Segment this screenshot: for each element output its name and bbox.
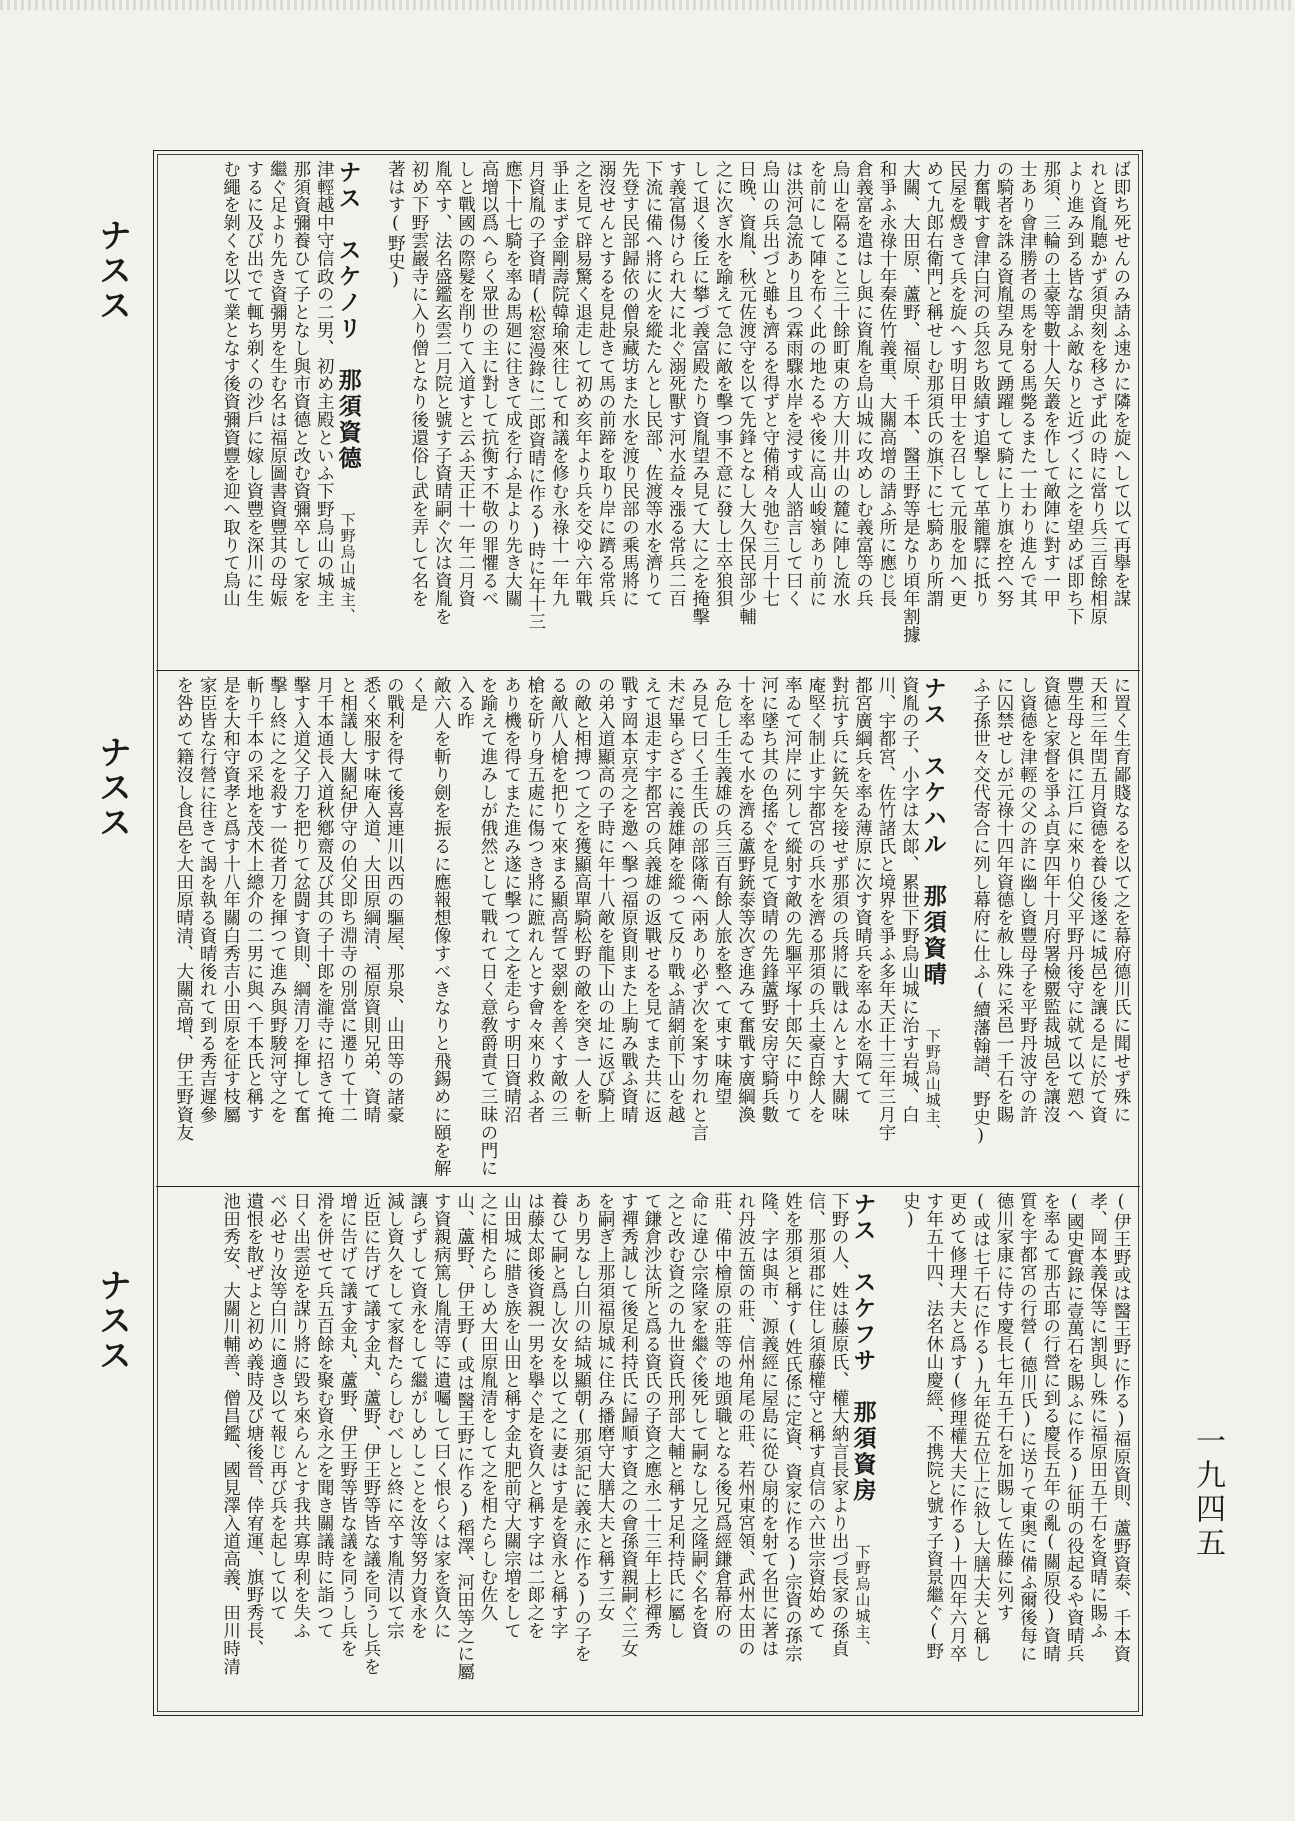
text-column: 莊、備中檜原の莊等の地頭職となる後兄爲經鎌倉幕府の xyxy=(712,1192,733,1640)
text-column: 資德と家督を爭ふ貞享四年十月府署檢覈監裁城邑を讓沒 xyxy=(1040,676,1061,1124)
text-column: す資親病篤し胤清等に遺囑して曰く恨らくは家を資久に xyxy=(431,1192,452,1640)
text-column: 和爭ふ永祿十年秦佐竹義重、大關高增の請ふ所に應じ長 xyxy=(876,160,897,608)
entry-title: ナス スケハル 那須資晴 xyxy=(919,676,947,988)
text-column: 山田城に腊き族を山田と稱す金丸肥前守大關宗増をして xyxy=(501,1192,522,1640)
text-column: 力奮戰す會津白河の兵忽ち敗績す追撃して革籠驛に抵り xyxy=(970,160,991,608)
text-column: は藤太郞後資親一男を擧ぐ是を資久と稱す字は二郞之を xyxy=(524,1192,545,1640)
text-column: 敵六人を斬り劍を振るに應報想像すべきなりと飛錫めに頤を解く是 xyxy=(407,676,452,1178)
text-column: 擊す入道父子刀を把りて忿闘す資則、綱清刀を揮して奮 xyxy=(290,676,311,1124)
entry-heading xyxy=(849,1192,877,1708)
text-column: 之に相たらしめ大田原胤清をして之を相たらしむ佐久 xyxy=(478,1192,499,1622)
text-column: 近臣に告げて議す金丸、蘆野、伊王野等皆な議を同うし兵を xyxy=(361,1192,381,1676)
margin-label: ナスス xyxy=(94,735,133,840)
text-column: ふ子孫世々交代寄合に列し幕府に仕ふ(續藩翰譜、野史) xyxy=(970,676,991,1147)
text-column: 先登す民部歸依の僧泉藏坊また水を渡り民部の乘馬將に xyxy=(619,160,640,608)
text-column: 河に墜ち其の色搖ぐを見て資晴の先鋒蘆野安房守騎兵數 xyxy=(758,676,779,1124)
scan-noise xyxy=(0,0,1295,10)
text-column: 孝、岡本義保等に割與し殊に福原田五千石を資晴に賜ふ xyxy=(1087,1192,1108,1640)
text-column: ば即ち死せんのみ請ふ速かに隣を旋へして以て再擧を謀 xyxy=(1111,160,1131,608)
text-column: 是を大和守資孝と爲す十八年關白秀吉小田原を征す枝屬 xyxy=(220,676,241,1124)
text-column: 十を率ゐて水を濟る蘆野銃泰等次ぎ進みて奮戰す廣綱渙 xyxy=(735,676,756,1124)
text-column: す禪秀誠して後足利持氏に歸順す資之の會孫資親嗣ぐ三女 xyxy=(618,1192,639,1658)
text-column: 擊し終に之を殺す一從者刀を揮つて進み與野駿河守之を xyxy=(267,676,288,1124)
text-column: 庵堅く制止す宇都宮の兵水を濟る那須の兵土豪百餘人を xyxy=(805,676,826,1124)
text-column: れと資胤聽かず須臾刻を移さず此の時に當り兵三百餘相原 xyxy=(1087,160,1108,626)
text-column: あり機を得てまた進み遂に擊つて之を走らす明日資晴沼 xyxy=(501,676,522,1124)
text-column: 爭止まず金剛壽院韓瑜來往して和議を修む永祿十一年九 xyxy=(549,160,570,608)
text-column: 山、蘆野、伊王野(或は醫王野に作る)稻澤、河田等之に屬 xyxy=(454,1192,475,1681)
text-section-middle xyxy=(164,676,1132,1178)
text-column: の騎者を誅る資胤望み見て踴躍して騎に上り旗を控へ努 xyxy=(993,160,1014,608)
text-column: む繩を剝くを以て業となす後資彌資豐を迎へ取りて烏山 xyxy=(220,160,241,608)
text-column: (國史實錄に壹萬石を賜ふに作る)征明の役起るや資晴兵 xyxy=(1064,1192,1085,1663)
text-column: 津輕越中守信政の二男、初め主殿といふ下野烏山の城主 xyxy=(314,160,335,608)
text-column: 遺恨を散ぜよと初め義時及び塘後晉、倖宥運、旗野秀長、 xyxy=(243,1192,264,1658)
text-column: 更めて修理大夫と爲す(修理權大夫に作る)十四年六月卒 xyxy=(947,1192,968,1663)
text-column: 隆、字は與市、源義經に屋島に從ひ扇的を射て名世に著は xyxy=(758,1192,779,1658)
text-column: 下野の人、姓は藤原氏、權大納言長家より出づ長家の孫貞 xyxy=(829,1192,850,1658)
text-column xyxy=(875,1192,898,1708)
text-column: 槍を斫り身五處に傷つき將に蹠れんとす會々來り救ふ者 xyxy=(524,676,545,1124)
text-column: を踰えて進みしが俄然として戰れて日く意敎爵責て三昧の門に入る昨 xyxy=(454,676,499,1178)
text-column: えて退走す宇都宮の兵義雄の返戰せるを見てまた共に返 xyxy=(641,676,662,1124)
text-column: 初め下野雲巖寺に入り僧となり後還俗し武を弄して名を xyxy=(408,160,429,608)
text-column: を前にして陣を布く此の地たるや後に高山峻嶺あり前に xyxy=(806,160,827,608)
text-column: 天和三年閏五月資德を養ひ後遂に城邑を讓る是に於て資 xyxy=(1087,676,1108,1124)
text-column: 養ひて嗣と爲し次女を以て之に妻はす是を資永と稱す字 xyxy=(548,1192,569,1640)
text-column: 德川家康に侍す慶長七年五千石を加賜して佐藤に列す xyxy=(993,1192,1014,1622)
section-divider xyxy=(156,670,1140,671)
text-column: 月千本通長入道秋鄕齋及び其の子十郎を瀧寺に招きて掩 xyxy=(314,676,335,1124)
entry-heading xyxy=(334,160,362,662)
text-column: は洪河急流あり且つ霖雨驟水岸を浸す或人諮言して曰く xyxy=(783,160,804,608)
text-column: 日く出雲逆を謀り將に毀ち來らんとす我共寡卑利を失ふ xyxy=(290,1192,311,1640)
entry-subtitle: 下野烏山城主、 xyxy=(923,996,942,1140)
text-column: の弟入道顯高の子時に年十八敵を龍下山の址に返び騎上 xyxy=(595,676,616,1124)
text-column: て鎌倉沙汰所と爲る資氏の子資之應永二十三年上杉禪秀 xyxy=(641,1192,662,1640)
text-column xyxy=(945,676,968,1178)
text-column: 池田秀安、大關川輔善、僧昌鑑、國見澤入道高義、田川時清 xyxy=(220,1192,241,1676)
entry-title: ナス スケフサ 那須資房 xyxy=(849,1192,877,1504)
text-column: を嗣ぎ上那須福原城に住み播磨守大膳大夫と稱す三女 xyxy=(595,1192,616,1622)
text-column: す年五十四、法名休山慶經、不携院と號す子資景繼ぐ(野 xyxy=(923,1192,944,1660)
text-column: み危し壬生義雄の兵三百有餘人旅を整へて東す味庵望 xyxy=(712,676,733,1106)
text-column: 高增以爲へらく眾世の主に對して抗衡す不敬の罪懼るべ xyxy=(479,160,500,608)
text-column: 命に違ひ宗隆家を繼ぐ後死して嗣なし兄之隆嗣ぐ名を資 xyxy=(688,1192,709,1640)
text-column: 悉く來服す味庵入道、大田原綱清、福原資則兄弟、資晴 xyxy=(361,676,381,1124)
text-column: 都宮廣綱兵を率ゐ薄原に次す資晴兵を率ゐ水を隔てて xyxy=(852,676,873,1106)
text-column: 溺沒せんとするを見赴きて馬の前蹄を取り岸に躋る常兵 xyxy=(596,160,617,608)
margin-label: ナスス xyxy=(94,1268,133,1373)
text-section-bottom xyxy=(164,1192,1132,1708)
text-column: れ丹波五箇の莊、信州角尾の莊、若州東宮領、武州太田の xyxy=(735,1192,756,1658)
text-column: 對抗す兵に銃矢を接せず那須の兵將に戰はんとす大關味 xyxy=(829,676,850,1124)
text-column: 那須資彌養ひて子となし與市資德と改む資彌卒して家を xyxy=(290,160,311,608)
text-column: 民屋を燬きて兵を旋へす明日甲士を召して元服を加へ更 xyxy=(947,160,968,608)
text-column: を咎めて籍沒し食邑を大田原晴清、大關高增、伊王野資友 xyxy=(173,676,194,1142)
text-column: 日晚、資胤、秋元佐渡守を以て先鋒となし大久保民部少輔 xyxy=(736,160,757,626)
text-column: 倉義富を遣はし與に資胤を烏山城に攻めしむ義富等の兵 xyxy=(853,160,874,608)
entry-subtitle: 下野烏山城主、 xyxy=(853,1512,872,1656)
text-column: 斬り千本の采地を茂木上總介の二男に與へ千本氏と稱す xyxy=(243,676,264,1124)
text-column: 資胤の子、小字は太郞、累世下野烏山城に治す岩城、白 xyxy=(899,676,920,1124)
text-column: 減し資久をして家督たらしむべしと終に卒す胤清以て宗 xyxy=(384,1192,405,1640)
text-column: 史) xyxy=(900,1192,921,1231)
text-column: 繼ぐ足より先き資彌男を生む名は福原圖書資豐其の母娠 xyxy=(267,160,288,608)
text-column: 信、那須郡に住し須藤權守と稱す貞信の六世宗資始めて xyxy=(805,1192,826,1640)
text-column: の戰利を得て後喜連川以西の驅屋、那泉、山田等の諸豪 xyxy=(384,676,405,1124)
text-column: 滑を併せて兵五百餘を聚む資永之を聞き關議時に詣つて xyxy=(314,1192,335,1640)
margin-label: ナスス xyxy=(94,218,133,323)
text-column: 那須、三輪の土豪等數十人矢叢を作して敵陣に對す一甲 xyxy=(1040,160,1061,608)
text-column: 豐生母と俱に江戶に來り伯父平野丹後守に就て以て愬へ xyxy=(1064,676,1085,1124)
text-column: より進み到る皆な謂ふ敵なりと近づくに之を望めば即ち下 xyxy=(1064,160,1085,626)
text-column: して退く後丘に攀づ義富殿たり資胤望み見て大に之を掩擊 xyxy=(689,160,710,626)
text-column: するに及び出でて輒ち剃くの沙戶に嫁し資豐を深川に生 xyxy=(243,160,264,608)
text-column: す義富傷けられ大に北ぐ溺死獸す河水益々漲る常兵二百 xyxy=(666,160,687,608)
text-column: 讓らずして資永をして繼がしめしことを汝等努力資永を xyxy=(407,1192,428,1640)
text-column: 增に告げて議す金丸、蘆野、伊王野等皆な議を同うし兵を xyxy=(337,1192,358,1658)
text-column: (或は七千石に作る)九年從五位上に敘し大膳大夫と稱し xyxy=(970,1192,991,1663)
entry-heading xyxy=(919,676,947,1178)
text-column: と相議し大關紀伊守の伯父即ち淵寺の別當に遷りて十二 xyxy=(337,676,358,1124)
text-column: し資德を津輕の父の許に幽し資豐母子を平野丹波守の許 xyxy=(1017,676,1038,1124)
text-column: 著はす(野史) xyxy=(385,160,406,291)
text-column: (伊王野或は醫王野に作る)福原資則、蘆野資泰、千本資 xyxy=(1111,1192,1131,1663)
text-column: 烏山の兵出づと雖も濟るを得ずと守備稍々弛む三月十七 xyxy=(759,160,780,608)
text-column: 姓を那須と稱す(姓氏係に定資、資家に作る)宗資の孫宗 xyxy=(782,1192,803,1663)
text-column: 質を宇都宮の行營(德川氏)に送りて東奥に備ふ爾後每に xyxy=(1017,1192,1038,1663)
text-column: 戰す岡本京亮之を邀へ擊つ福原資則また上駒み戰ふ資晴 xyxy=(618,676,639,1124)
text-column: 率ゐて河岸に列して縱射す敵の先驅平塚十郎矢に中りて xyxy=(782,676,803,1124)
text-column: 大關、大田原、蘆野、福原、千本、醫王野等是なり頃年割據 xyxy=(900,160,921,644)
text-column: み見て曰く壬生氏の部隊衛へ兩あり必ず次を案す勿れと言 xyxy=(688,676,709,1142)
text-column: 之に次ぎ水を踰えて急に敵を擊つ事不意に發し士卒狼狽 xyxy=(713,160,734,608)
entry-title: ナス スケノリ 那須資德 xyxy=(334,160,362,472)
text-column: 下流に備へ將に火を縱たんとし民部、佐渡等水を濟りて xyxy=(642,160,663,608)
entry-subtitle: 下野烏山城主、 xyxy=(338,480,357,624)
section-divider xyxy=(156,1186,1140,1187)
text-column: に置く生育鄙賤なるを以て之を幕府德川氏に聞せず殊に xyxy=(1111,676,1131,1124)
text-column: を率ゐて那古耶の行營に到る慶長五年の亂(關原役)資晴 xyxy=(1040,1192,1061,1663)
text-column: 士あり會津勝者の馬を射る馬斃るまた一士わり進んで其 xyxy=(1017,160,1038,608)
text-column xyxy=(360,160,383,662)
text-section-top xyxy=(164,160,1132,662)
page-number: 一九四五 xyxy=(1190,1425,1225,1561)
text-column: 家臣皆な行營に往きて謁を執る資晴後れて到る秀吉遲參 xyxy=(197,676,218,1124)
text-column: めて九郎右衛門と稱せしむ那須氏の旗下に七騎あり所謂 xyxy=(923,160,944,608)
text-column: 月資胤の子資晴(松窓漫錄に二郎資晴に作る)時に年十三 xyxy=(525,160,546,631)
text-column: べ必せり汝等白川に適き以て報じ再び兵を起して以て xyxy=(267,1192,288,1622)
text-column: 烏山を隔ること三十餘町東の方大川井山の麓に陣し流水 xyxy=(830,160,851,608)
text-column: あり男なし白川の結城顯朝(那須記に義永に作る)の子を xyxy=(571,1192,592,1663)
text-column: 之と改む資之の九世資氏刑部大輔と稱す足利持氏に屬し xyxy=(665,1192,686,1640)
text-column: 川、宇都宮、佐竹諸氏と境界を爭ふ多年天正十三年三月宇 xyxy=(875,676,896,1142)
text-column: に囚禁せしが元祿十四年資德を赦し殊に采邑一千石を賜 xyxy=(993,676,1014,1124)
text-column: しと戰國の際髮を削りて入道すと云ふ天正十一年二月資 xyxy=(455,160,476,608)
text-column: 應下十七騎を率ゐ馬廻に往きて成を行ふ是より先き大關 xyxy=(502,160,523,608)
text-column: 之を見て辟易驚く退走して初め亥年より兵を交ゆ六年戰 xyxy=(572,160,593,608)
text-column: 未だ畢らざるに義雄陣を縱って反り戰ふ請網前下山を越 xyxy=(665,676,686,1124)
text-column: る敵八人槍を把りて來まる顯高誓て翠劍を善くす敵の三 xyxy=(548,676,569,1124)
text-column: 胤卒す、法名盛鑑玄雲二月院と號す子資晴嗣ぐ次は資胤を xyxy=(432,160,453,626)
text-column: の敵と相搏つて之を獲顯高單騎松野の敵を突き一人を斬 xyxy=(571,676,592,1124)
